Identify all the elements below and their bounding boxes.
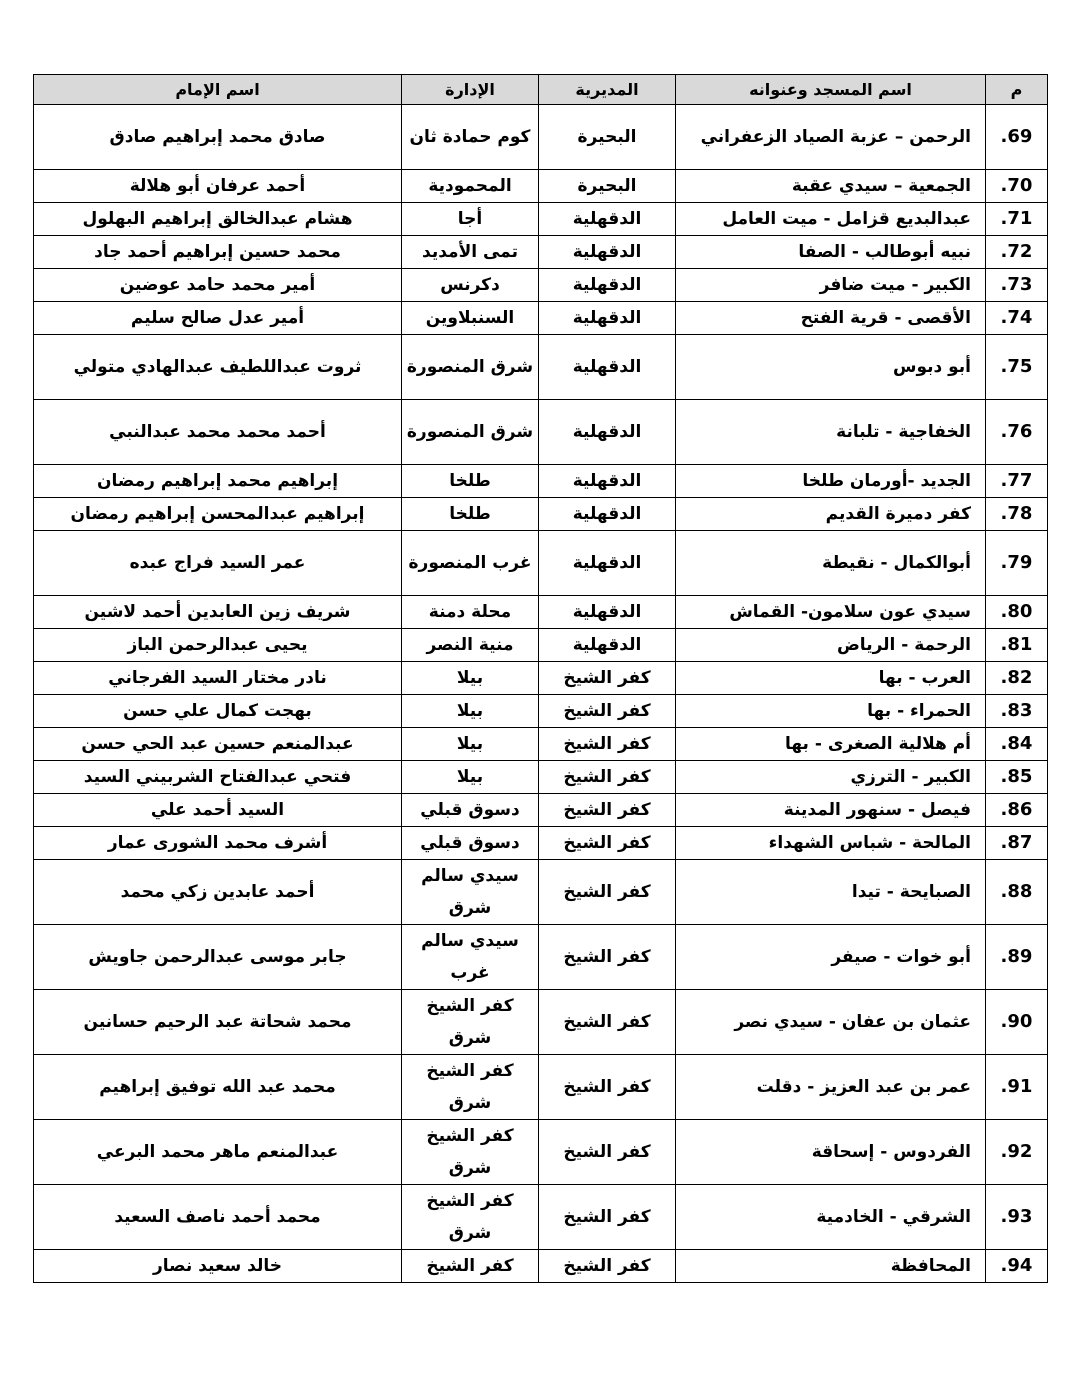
cell-administration: طلخا — [402, 465, 539, 498]
cell-directorate: الدقهلية — [539, 400, 676, 465]
cell-num: .80 — [986, 596, 1048, 629]
cell-administration: شرق المنصورة — [402, 400, 539, 465]
cell-num: .92 — [986, 1120, 1048, 1185]
cell-directorate: الدقهلية — [539, 629, 676, 662]
cell-num: .70 — [986, 170, 1048, 203]
cell-imam: شريف زين العابدين أحمد لاشين — [34, 596, 402, 629]
table-row — [34, 203, 1048, 236]
cell-num: .72 — [986, 236, 1048, 269]
cell-directorate: البحيرة — [539, 105, 676, 170]
cell-directorate: كفر الشيخ — [539, 695, 676, 728]
cell-mosque: سيدي عون سلامون- القماش — [676, 596, 986, 629]
cell-num: .74 — [986, 302, 1048, 335]
cell-imam: محمد حسين إبراهيم أحمد جاد — [34, 236, 402, 269]
cell-num: .73 — [986, 269, 1048, 302]
cell-num: .84 — [986, 728, 1048, 761]
cell-imam: أمير محمد حامد عوضين — [34, 269, 402, 302]
cell-administration: دسوق قبلي — [402, 794, 539, 827]
cell-imam: جابر موسى عبدالرحمن جاويش — [34, 925, 402, 990]
cell-num: .90 — [986, 990, 1048, 1055]
cell-mosque: أم هلالية الصغرى - بها — [676, 728, 986, 761]
cell-directorate: كفر الشيخ — [539, 662, 676, 695]
cell-imam: محمد شحاتة عبد الرحيم حسانين — [34, 990, 402, 1055]
cell-directorate: الدقهلية — [539, 269, 676, 302]
cell-directorate: الدقهلية — [539, 203, 676, 236]
cell-mosque: عثمان بن عفان - سيدي نصر — [676, 990, 986, 1055]
cell-directorate: كفر الشيخ — [539, 794, 676, 827]
cell-administration: كفر الشيخ — [402, 1250, 539, 1283]
cell-directorate: كفر الشيخ — [539, 761, 676, 794]
cell-mosque: الخفاجية - تلبانة — [676, 400, 986, 465]
cell-directorate: كفر الشيخ — [539, 925, 676, 990]
table-row — [34, 629, 1048, 662]
cell-administration: بيلا — [402, 728, 539, 761]
cell-mosque: الشرقي - الخادمية — [676, 1185, 986, 1250]
cell-administration: غرب المنصورة — [402, 531, 539, 596]
table-row — [34, 105, 1048, 170]
cell-directorate: الدقهلية — [539, 531, 676, 596]
cell-imam: السيد أحمد علي — [34, 794, 402, 827]
cell-num: .77 — [986, 465, 1048, 498]
table-row — [34, 400, 1048, 465]
cell-administration: سيدي سالم غرب — [402, 925, 539, 990]
cell-num: .76 — [986, 400, 1048, 465]
cell-administration: بيلا — [402, 662, 539, 695]
cell-administration: طلخا — [402, 498, 539, 531]
cell-imam: صادق محمد إبراهيم صادق — [34, 105, 402, 170]
cell-mosque: نبيه أبوطالب - الصفا — [676, 236, 986, 269]
cell-directorate: كفر الشيخ — [539, 860, 676, 925]
cell-mosque: الأقصى - قرية الفتح — [676, 302, 986, 335]
header-num: م — [986, 75, 1048, 105]
cell-imam: أحمد محمد محمد عبدالنبي — [34, 400, 402, 465]
cell-administration: دسوق قبلي — [402, 827, 539, 860]
cell-administration: بيلا — [402, 761, 539, 794]
cell-mosque: المالحة - شباس الشهداء — [676, 827, 986, 860]
cell-num: .82 — [986, 662, 1048, 695]
table-row — [34, 860, 1048, 925]
cell-mosque: الفردوس - إسحاقة — [676, 1120, 986, 1185]
cell-directorate: كفر الشيخ — [539, 1120, 676, 1185]
cell-directorate: الدقهلية — [539, 302, 676, 335]
table-row — [34, 695, 1048, 728]
cell-directorate: كفر الشيخ — [539, 827, 676, 860]
table-row — [34, 236, 1048, 269]
table-row — [34, 1185, 1048, 1250]
header-row — [34, 75, 1048, 105]
cell-mosque: الجديد -أورمان طلخا — [676, 465, 986, 498]
cell-imam: إبراهيم محمد إبراهيم رمضان — [34, 465, 402, 498]
cell-imam: نادر مختار السيد الفرجاني — [34, 662, 402, 695]
cell-imam: عبدالمنعم ماهر محمد البرعي — [34, 1120, 402, 1185]
table-header — [34, 75, 1048, 105]
cell-directorate: البحيرة — [539, 170, 676, 203]
cell-administration: بيلا — [402, 695, 539, 728]
cell-mosque: الصبايحة - تيدا — [676, 860, 986, 925]
cell-num: .87 — [986, 827, 1048, 860]
table-row — [34, 302, 1048, 335]
cell-directorate: الدقهلية — [539, 596, 676, 629]
table-row — [34, 531, 1048, 596]
header-mosque: اسم المسجد وعنوانه — [676, 75, 986, 105]
cell-mosque: الحمراء - بها — [676, 695, 986, 728]
table-row — [34, 990, 1048, 1055]
cell-mosque: الرحمة - الرياض — [676, 629, 986, 662]
cell-mosque: الكبير - الترزي — [676, 761, 986, 794]
cell-imam: بهجت كمال علي حسن — [34, 695, 402, 728]
table-body — [34, 105, 1048, 1283]
cell-administration: كفر الشيخ شرق — [402, 1055, 539, 1120]
table-row — [34, 827, 1048, 860]
cell-directorate: كفر الشيخ — [539, 990, 676, 1055]
cell-mosque: الرحمن – عزبة الصياد الزعفراني — [676, 105, 986, 170]
cell-administration: كفر الشيخ شرق — [402, 990, 539, 1055]
cell-imam: إبراهيم عبدالمحسن إبراهيم رمضان — [34, 498, 402, 531]
cell-mosque: عمر بن عبد العزيز - دقلت — [676, 1055, 986, 1120]
cell-administration: تمى الأمديد — [402, 236, 539, 269]
header-administration: الإدارة — [402, 75, 539, 105]
cell-num: .79 — [986, 531, 1048, 596]
cell-imam: أحمد عرفان أبو هلالة — [34, 170, 402, 203]
cell-imam: أشرف محمد الشورى عمار — [34, 827, 402, 860]
cell-num: .94 — [986, 1250, 1048, 1283]
header-directorate: المديرية — [539, 75, 676, 105]
cell-directorate: الدقهلية — [539, 335, 676, 400]
cell-mosque: العرب - بها — [676, 662, 986, 695]
table-row — [34, 1250, 1048, 1283]
header-imam: اسم الإمام — [34, 75, 402, 105]
cell-imam: يحيى عبدالرحمن الباز — [34, 629, 402, 662]
table-row — [34, 269, 1048, 302]
cell-num: .89 — [986, 925, 1048, 990]
cell-administration: كفر الشيخ شرق — [402, 1120, 539, 1185]
cell-administration: دكرنس — [402, 269, 539, 302]
cell-administration: منية النصر — [402, 629, 539, 662]
cell-num: .83 — [986, 695, 1048, 728]
cell-mosque: كفر دميرة القديم — [676, 498, 986, 531]
table-row — [34, 465, 1048, 498]
cell-directorate: كفر الشيخ — [539, 1185, 676, 1250]
cell-num: .78 — [986, 498, 1048, 531]
cell-num: .86 — [986, 794, 1048, 827]
table-row — [34, 728, 1048, 761]
cell-imam: محمد عبد الله توفيق إبراهيم — [34, 1055, 402, 1120]
cell-imam: أمير عدل صالح سليم — [34, 302, 402, 335]
table-row — [34, 761, 1048, 794]
table-row — [34, 170, 1048, 203]
table-row — [34, 596, 1048, 629]
cell-administration: أجا — [402, 203, 539, 236]
cell-imam: هشام عبدالخالق إبراهيم البهلول — [34, 203, 402, 236]
cell-num: .69 — [986, 105, 1048, 170]
cell-administration: محلة دمنة — [402, 596, 539, 629]
cell-imam: عبدالمنعم حسين عبد الحي حسن — [34, 728, 402, 761]
cell-administration: كفر الشيخ شرق — [402, 1185, 539, 1250]
cell-mosque: عبدالبديع قزامل - ميت العامل — [676, 203, 986, 236]
cell-directorate: كفر الشيخ — [539, 1055, 676, 1120]
table-row — [34, 498, 1048, 531]
cell-num: .93 — [986, 1185, 1048, 1250]
cell-imam: محمد أحمد ناصف السعيد — [34, 1185, 402, 1250]
cell-num: .91 — [986, 1055, 1048, 1120]
cell-num: .85 — [986, 761, 1048, 794]
cell-imam: فتحي عبدالفتاح الشربيني السيد — [34, 761, 402, 794]
cell-directorate: الدقهلية — [539, 236, 676, 269]
cell-mosque: فيصل - سنهور المدينة — [676, 794, 986, 827]
cell-imam: أحمد عابدين زكي محمد — [34, 860, 402, 925]
cell-directorate: كفر الشيخ — [539, 728, 676, 761]
table-row — [34, 1055, 1048, 1120]
cell-administration: المحمودية — [402, 170, 539, 203]
cell-administration: السنبلاوين — [402, 302, 539, 335]
cell-directorate: الدقهلية — [539, 465, 676, 498]
mosques-table — [33, 74, 1048, 1283]
cell-mosque: أبو دبوس — [676, 335, 986, 400]
cell-administration: كوم حمادة ثان — [402, 105, 539, 170]
cell-num: .88 — [986, 860, 1048, 925]
cell-num: .81 — [986, 629, 1048, 662]
cell-num: .75 — [986, 335, 1048, 400]
cell-directorate: كفر الشيخ — [539, 1250, 676, 1283]
cell-administration: شرق المنصورة — [402, 335, 539, 400]
cell-imam: خالد سعيد نصار — [34, 1250, 402, 1283]
table-row — [34, 335, 1048, 400]
cell-directorate: الدقهلية — [539, 498, 676, 531]
cell-mosque: أبوالكمال - نقيطة — [676, 531, 986, 596]
table-row — [34, 794, 1048, 827]
table-row — [34, 925, 1048, 990]
cell-mosque: المحافظة — [676, 1250, 986, 1283]
table-row — [34, 1120, 1048, 1185]
table-row — [34, 662, 1048, 695]
cell-administration: سيدي سالم شرق — [402, 860, 539, 925]
cell-mosque: أبو خوات - صيفر — [676, 925, 986, 990]
cell-mosque: الكبير - ميت ضافر — [676, 269, 986, 302]
cell-imam: ثروت عبداللطيف عبدالهادي متولي — [34, 335, 402, 400]
cell-mosque: الجمعية – سيدي عقبة — [676, 170, 986, 203]
cell-num: .71 — [986, 203, 1048, 236]
cell-imam: عمر السيد فراج عبده — [34, 531, 402, 596]
